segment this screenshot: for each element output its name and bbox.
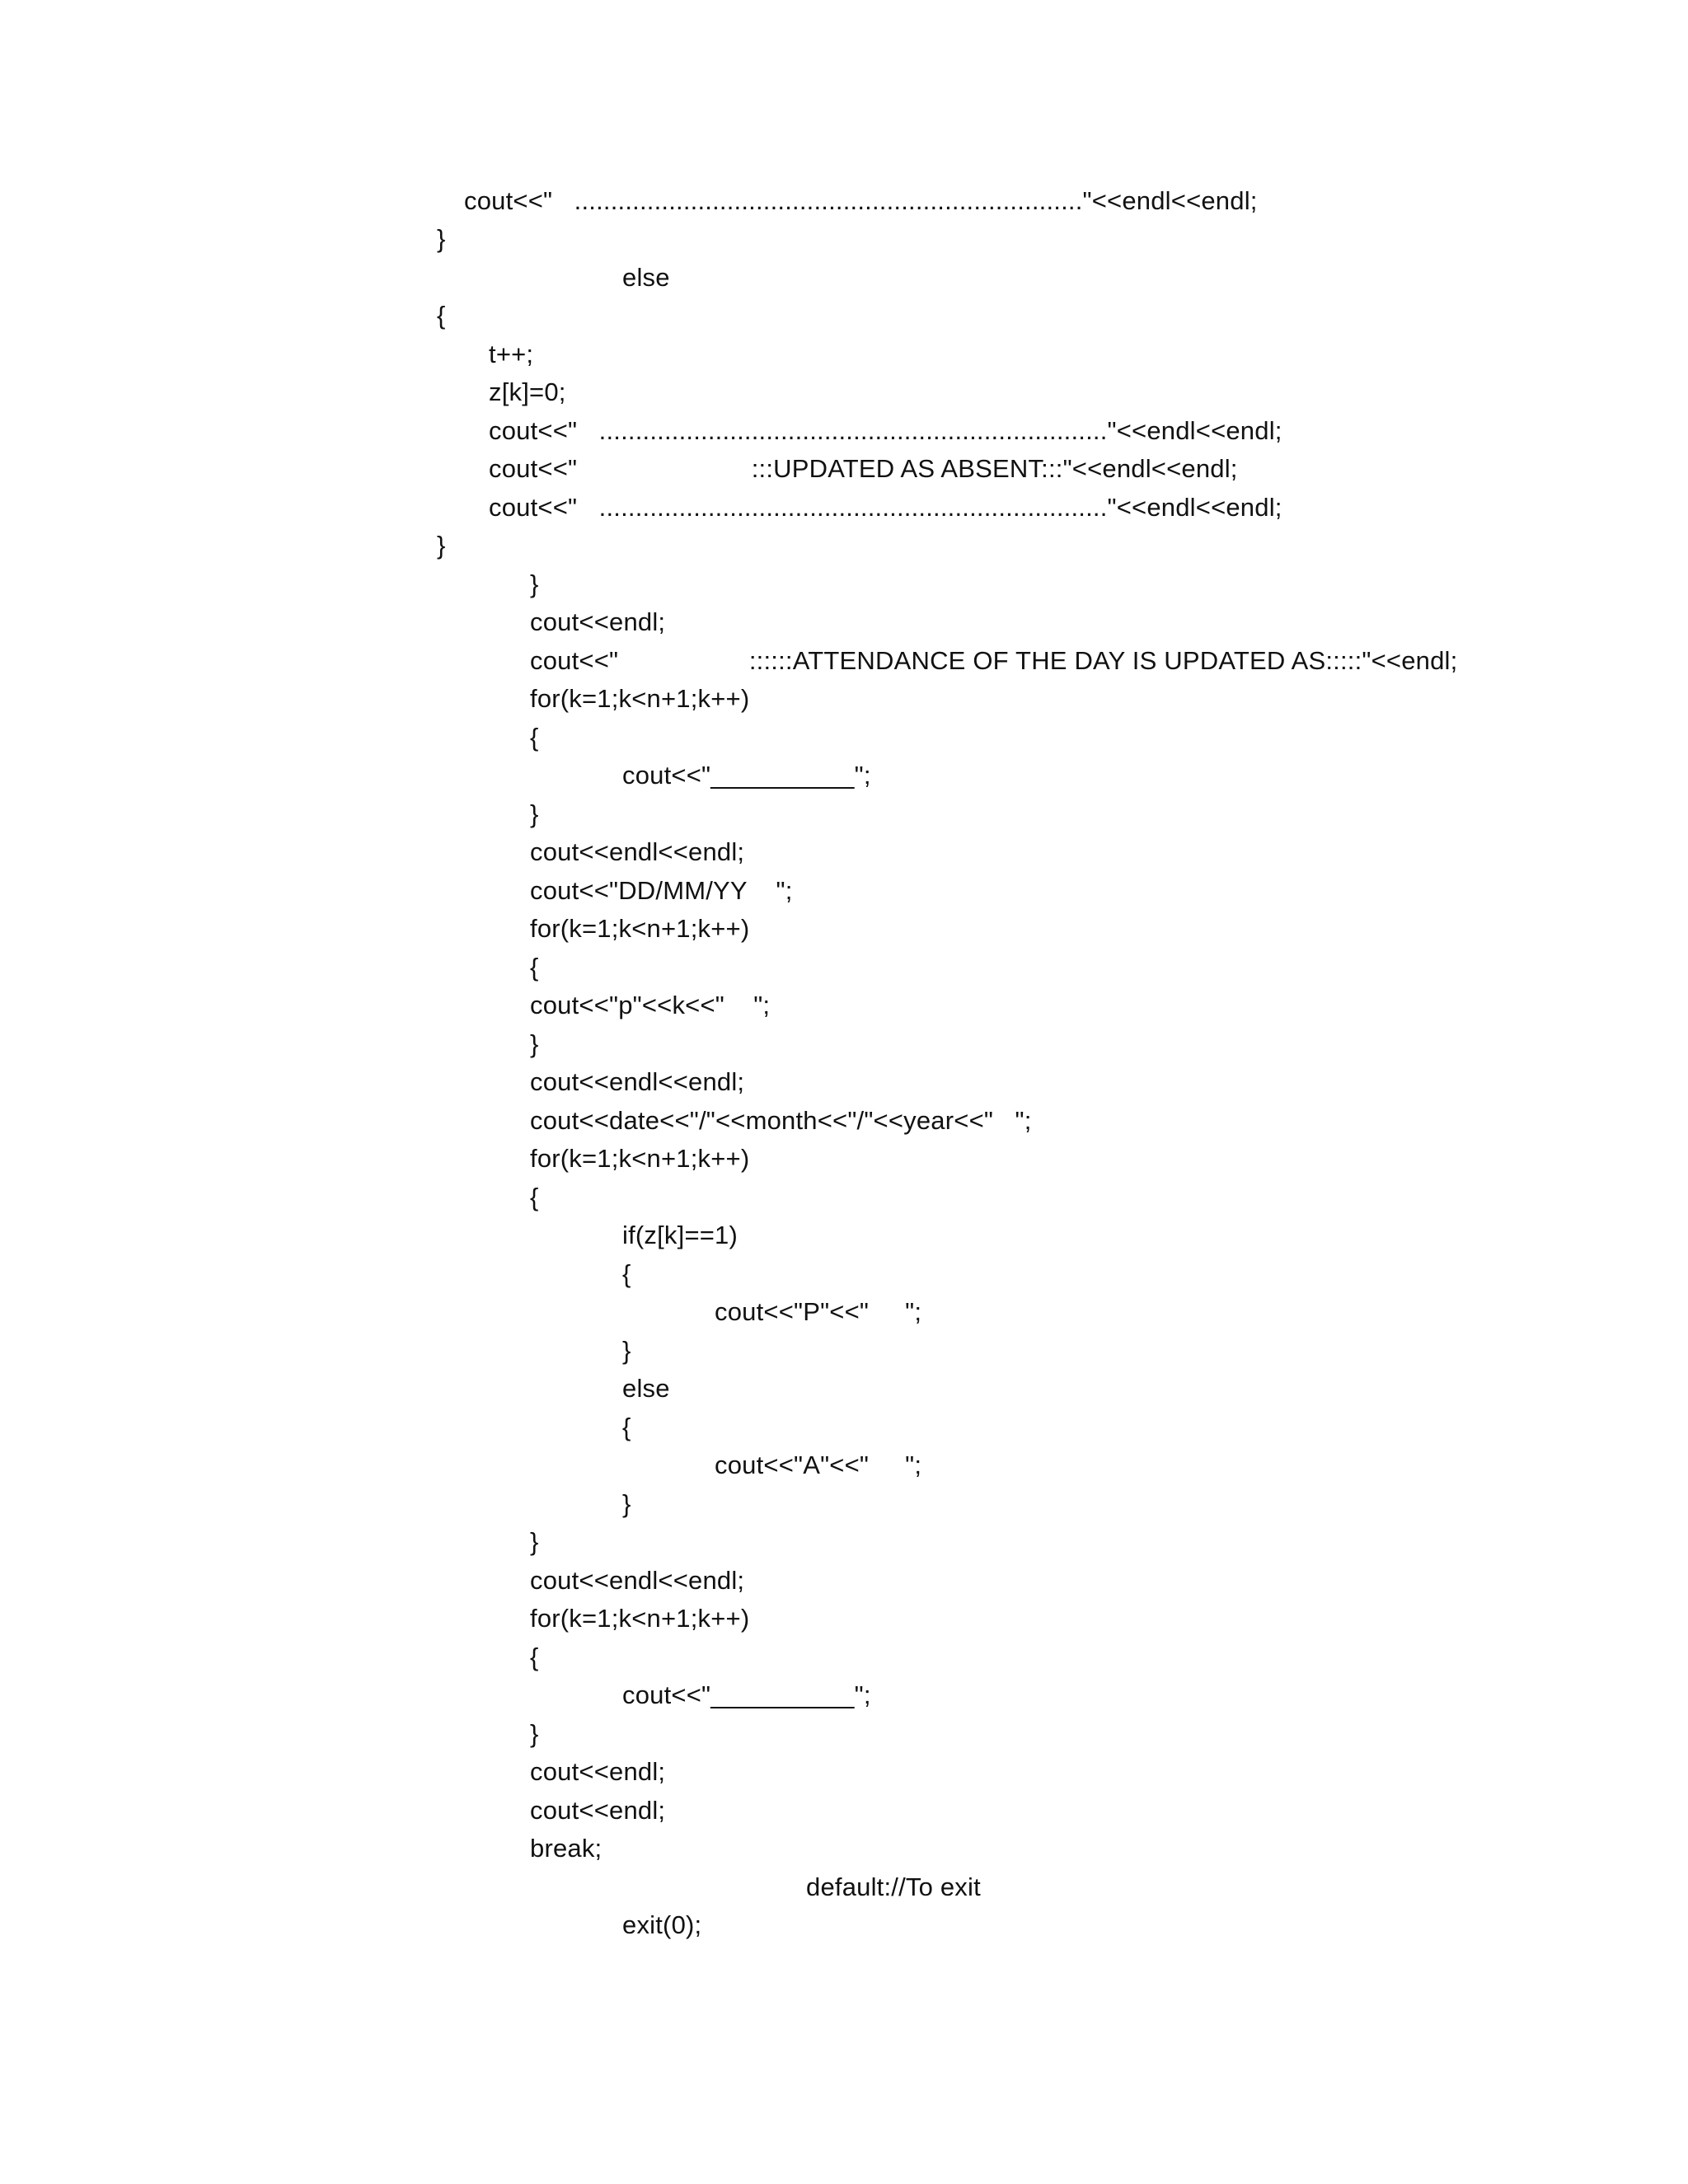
code-line: z[k]=0; bbox=[489, 377, 566, 406]
code-line: { bbox=[530, 1183, 539, 1212]
code-line: } bbox=[530, 1029, 539, 1058]
code-line: cout<<date<<"/"<<month<<"/"<<year<<" "; bbox=[530, 1106, 1032, 1135]
code-line: else bbox=[622, 1374, 670, 1403]
code-line: { bbox=[437, 301, 446, 330]
code-line: if(z[k]==1) bbox=[622, 1221, 738, 1249]
code-line: cout<<"p"<<k<<" "; bbox=[530, 991, 771, 1019]
code-line: } bbox=[530, 569, 539, 598]
code-line: default://To exit bbox=[806, 1872, 981, 1901]
code-line: else bbox=[622, 263, 670, 292]
code-line: cout<<" ::::::ATTENDANCE OF THE DAY IS UPDATED AS:::::"<<endl; bbox=[530, 646, 1458, 675]
code-line: cout<<endl; bbox=[530, 1796, 666, 1825]
code-line: for(k=1;k<n+1;k++) bbox=[530, 1144, 750, 1173]
code-line: cout<<endl<<endl; bbox=[530, 837, 745, 866]
code-line: cout<<endl<<endl; bbox=[530, 1566, 745, 1595]
code-line: for(k=1;k<n+1;k++) bbox=[530, 1604, 750, 1633]
code-line: cout<<"P"<<" "; bbox=[715, 1297, 922, 1326]
code-line: { bbox=[530, 723, 539, 752]
code-line: cout<<" ......................................................................"<<endl<<endl; bbox=[489, 416, 1282, 445]
code-line: cout<<" :::UPDATED AS ABSENT:::"<<endl<<endl; bbox=[489, 454, 1238, 483]
code-line: cout<<" ......................................................................"<<endl<<endl; bbox=[489, 493, 1282, 522]
code-line: } bbox=[530, 1527, 539, 1556]
code-line: } bbox=[622, 1336, 631, 1365]
code-line: cout<<"__________"; bbox=[622, 761, 871, 790]
code-line: { bbox=[530, 953, 539, 982]
code-line: break; bbox=[530, 1834, 603, 1863]
code-line: cout<<endl<<endl; bbox=[530, 1067, 745, 1096]
code-line: cout<<endl; bbox=[530, 607, 666, 636]
code-line: { bbox=[622, 1413, 631, 1441]
code-line: } bbox=[622, 1489, 631, 1518]
code-line: cout<<endl; bbox=[530, 1757, 666, 1786]
code-line: for(k=1;k<n+1;k++) bbox=[530, 684, 750, 713]
code-line: exit(0); bbox=[622, 1910, 702, 1939]
code-line: for(k=1;k<n+1;k++) bbox=[530, 914, 750, 943]
code-line: t++; bbox=[489, 340, 534, 368]
code-line: } bbox=[530, 799, 539, 828]
code-line: cout<<"__________"; bbox=[622, 1680, 871, 1709]
code-line: { bbox=[622, 1259, 631, 1288]
code-line: } bbox=[437, 531, 446, 560]
code-line: } bbox=[437, 224, 446, 253]
code-line: } bbox=[530, 1719, 539, 1748]
code-line: cout<<"DD/MM/YY "; bbox=[530, 876, 793, 905]
code-line: cout<<"A"<<" "; bbox=[715, 1451, 922, 1479]
code-line: cout<<" ......................................................................"<<endl<<endl; bbox=[464, 186, 1258, 215]
code-line: { bbox=[530, 1643, 539, 1671]
